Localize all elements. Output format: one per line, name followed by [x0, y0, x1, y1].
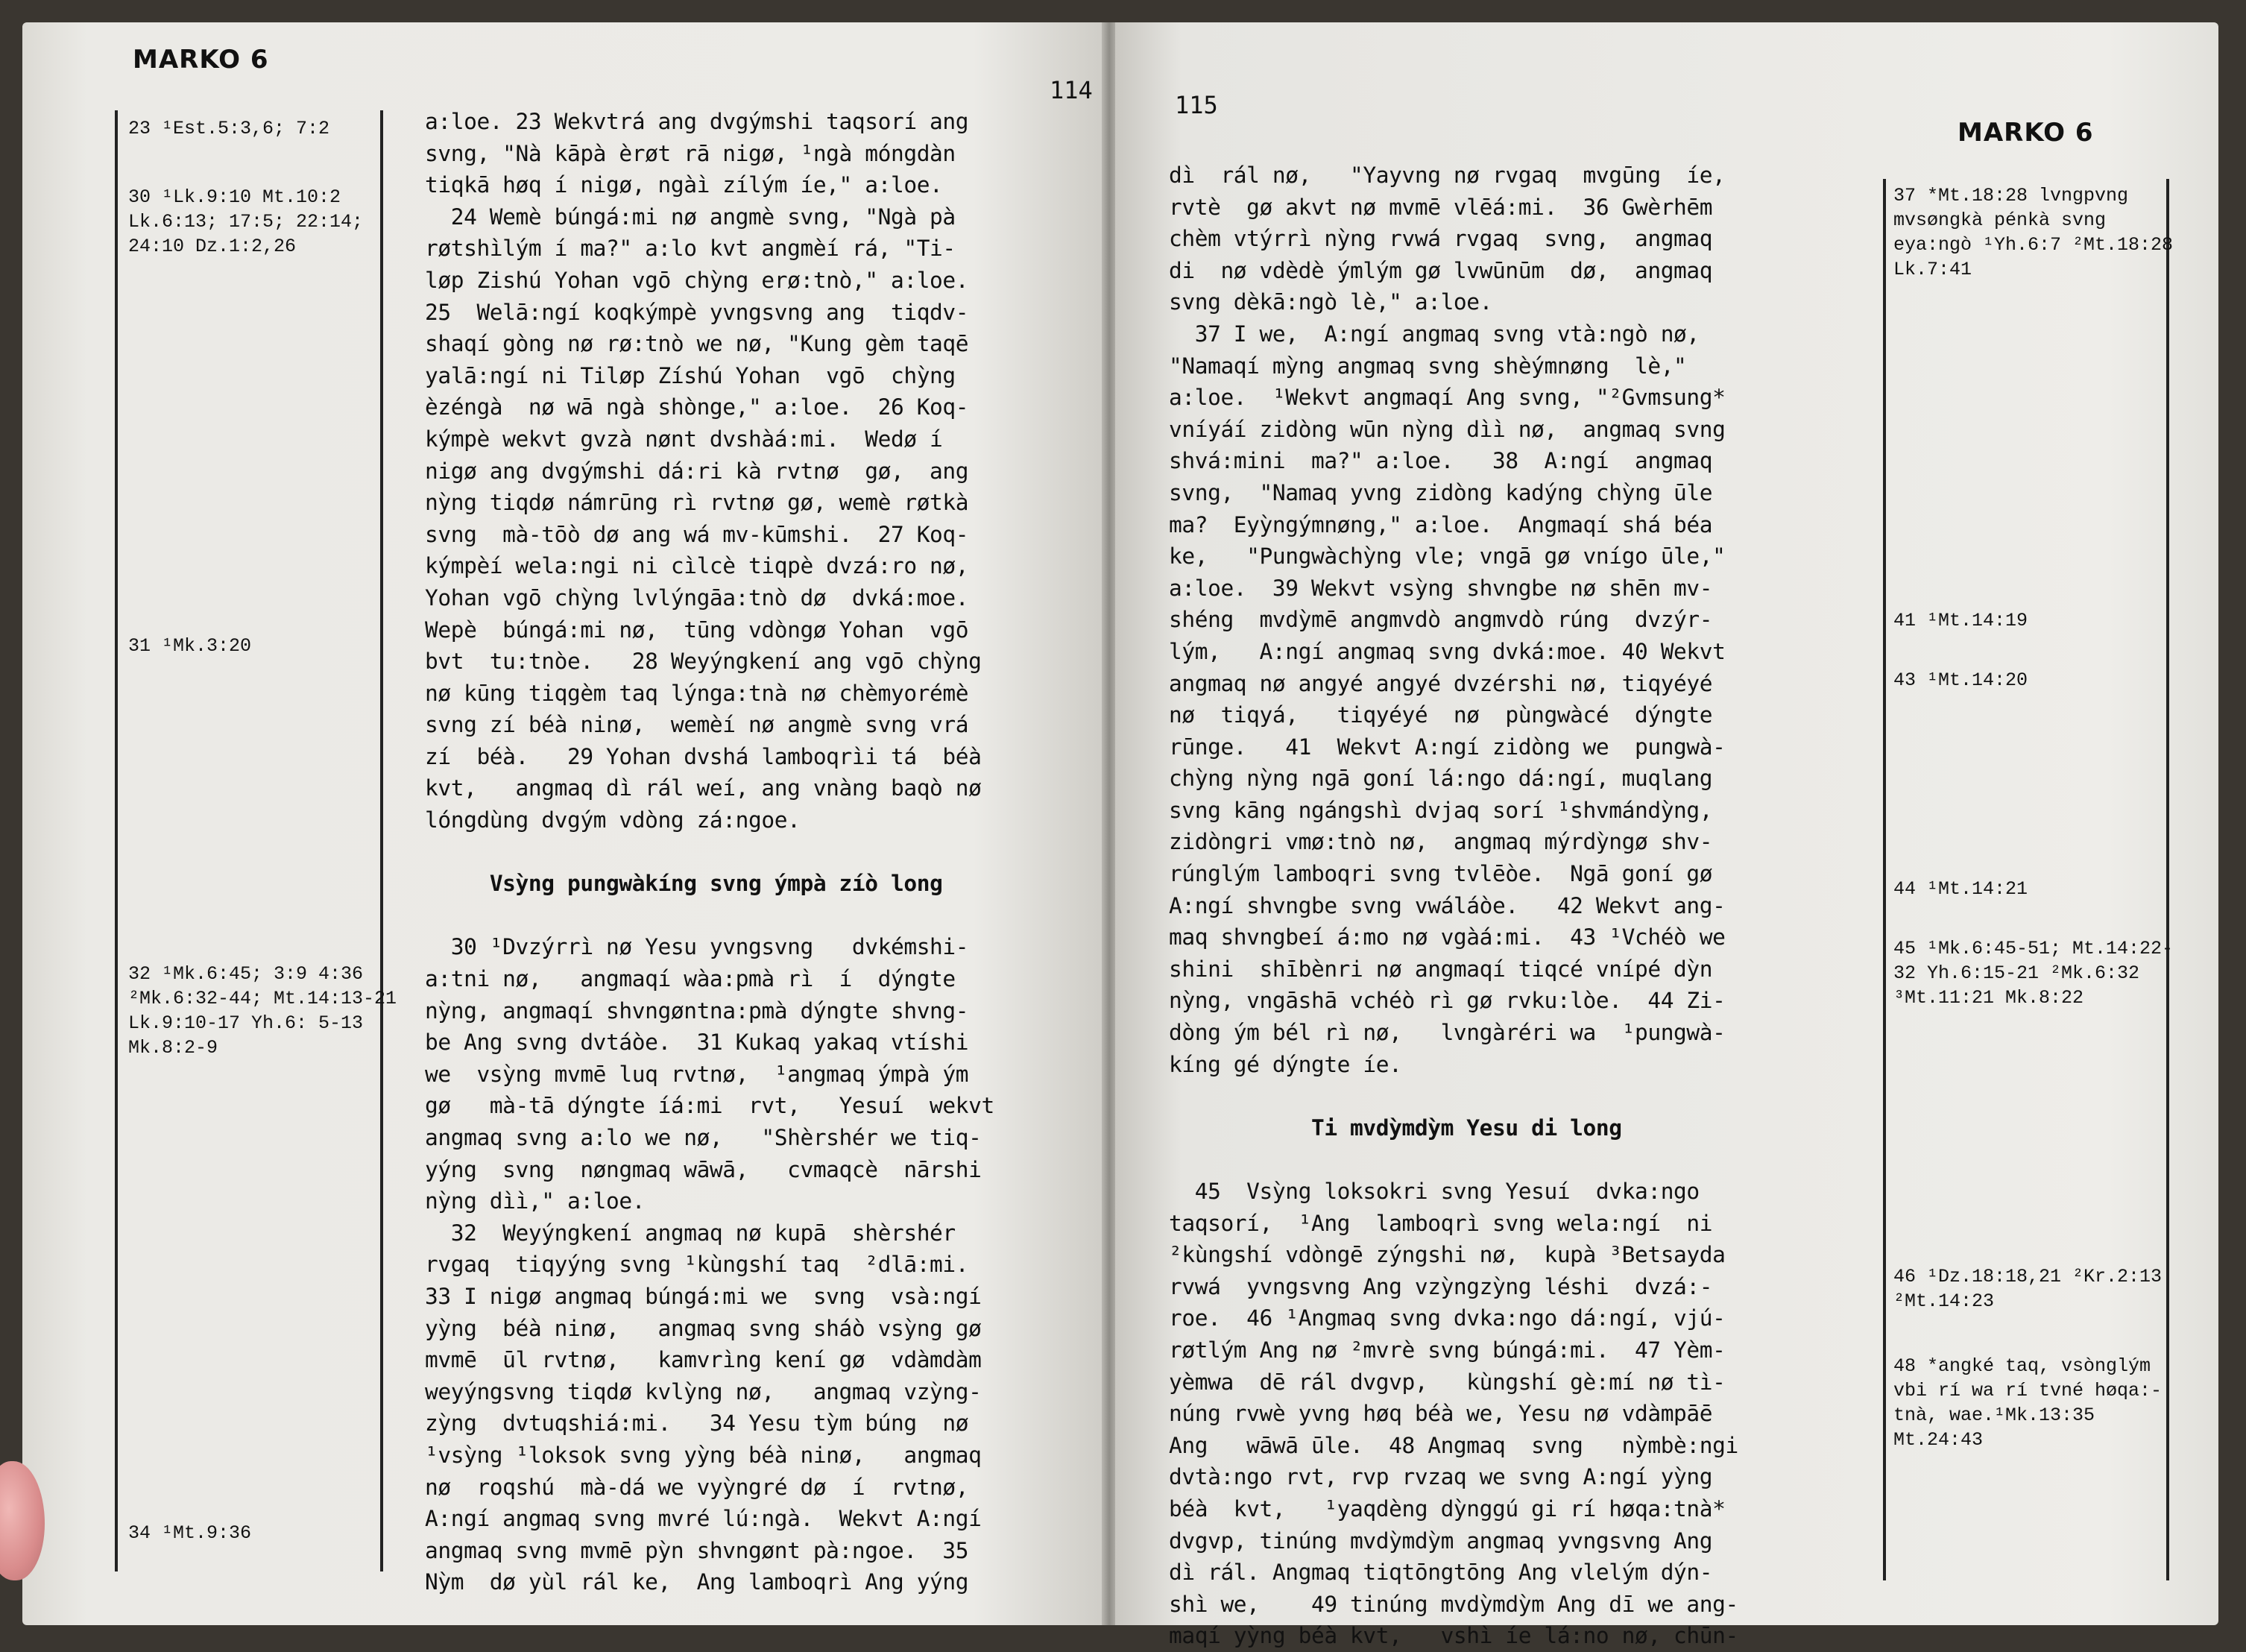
text-line: chỳng nỳng ngā goní lá:ngo dá:ngí, muqlang — [1169, 766, 1713, 792]
section-heading: Ti mvdỳmdỳm Yesu di long — [1310, 1115, 1622, 1141]
text-line: ²kùngshí vdòngē zýngshi nø, kupà ³Betsayda — [1169, 1242, 1726, 1268]
text-line — [425, 900, 994, 932]
body-text-column — [1169, 160, 1738, 1652]
text-line: kýmpèí wela:ngi ni cìlcè tiqpè dvzá:ro nø, — [425, 553, 969, 579]
page-number: 114 — [1050, 76, 1093, 104]
text-line: dì rál. Angmaq tiqtōngtōng Ang vlelým dýn- — [1169, 1560, 1713, 1586]
text-line: shéng mvdỳmē angmvdò angmvdò rúng dvzýr- — [1169, 607, 1713, 633]
text-line: Yohan vgō chỳng lvlýngāa:tnò dø dvká:moe. — [425, 584, 969, 611]
text-line: svng zí béà ninø, wemèí nø angmè svng vrá — [425, 712, 969, 738]
text-line: svng, "Nà kāpà èrøt rā nigø, ¹ngà móngdàn — [425, 140, 956, 166]
text-line: be Ang svng dvtáòe. 31 Kukaq yakaq vtíshi — [425, 1030, 969, 1056]
text-line: 37 I we, A:ngí angmaq svng vtà:ngò nø, — [1169, 321, 1700, 347]
notes-left-rule — [1883, 179, 1886, 1580]
text-line: røtlým Ang nø ²mvrè svng búngá:mi. 47 Yèm- — [1169, 1337, 1726, 1363]
text-line: 33 I nigø angmaq búngá:mi we svng vsà:ngí — [425, 1283, 982, 1309]
text-line: a:loe. 23 Wekvtrá ang dvgýmshi taqsorí ang — [425, 109, 969, 134]
text-line: a:tni nø, angmaqí wàa:pmà rì í dýngte — [425, 966, 956, 992]
text-line: èzéngà nø wā ngà shònge," a:loe. 26 Koq- — [425, 394, 969, 420]
left-page — [22, 22, 1103, 1625]
text-line: røtshìlým í ma?" a:lo kvt angmèí rá, "Ti- — [425, 236, 956, 262]
cross-reference-note: 41 ¹Mt.14:19 — [1893, 610, 2028, 631]
text-line: ¹vsỳng ¹loksok svng yỳng béà ninø, angmaq — [425, 1442, 982, 1468]
text-line: rvtè gø akvt nø mvmē vlēá:mi. 36 Gwèrhēm — [1169, 194, 1713, 220]
text-line: Nỳm dø yùl rál ke, Ang lamboqrì Ang yýng — [425, 1569, 969, 1595]
text-line: ma? Eyỳngýmnøng," a:loe. Angmaqí shá béa — [1169, 511, 1713, 537]
text-line: "Namaqí mỳng angmaq svng shèýmnøng lè," — [1169, 353, 1687, 379]
text-line: 30 ¹Dvzýrrì nø Yesu yvngsvng dvkémshi- — [425, 934, 969, 960]
text-line: angmaq svng a:lo we nø, "Shèrshér we tiq- — [425, 1125, 982, 1150]
text-line: nø roqshú mà-dá we vyỳngré dø í rvtnø, — [425, 1474, 969, 1500]
text-line: nỳng, angmaqí shvngøntna:pmà dýngte shvng- — [425, 997, 969, 1024]
cross-reference-note: 44 ¹Mt.14:21 — [1893, 878, 2028, 900]
running-head: MARKO 6 — [1958, 118, 2094, 148]
text-line: yýng svng nøngmaq wāwā, cvmaqcè nārshi — [425, 1156, 982, 1182]
text-line: angmaq nø angyé angyé dvzérshi nø, tiqyéyé — [1169, 670, 1713, 696]
text-line: shaqí gòng nø rø:tnò we nø, "Kung gèm taqē — [425, 331, 969, 357]
text-line: svng kāng ngángshì dvjaq sorí ¹shvmándỳng, — [1169, 797, 1713, 823]
text-line: nỳng dìì," a:loe. — [425, 1188, 646, 1214]
text-line: shì we, 49 tinúng mvdỳmdỳm Ang dī we ang- — [1169, 1591, 1738, 1617]
text-line: 24 Wemè búngá:mi nø angmè svng, "Ngà pà — [425, 204, 956, 230]
text-line: lóngdùng dvgým vdòng zá:ngoe. — [425, 807, 801, 833]
notes-left-rule — [115, 110, 118, 1571]
text-line: zỳng dvtuqshiá:mi. 34 Yesu tỳm búng nø — [425, 1410, 969, 1437]
text-line — [1169, 1144, 1738, 1176]
text-line: zí béà. 29 Yohan dvshá lamboqrìi tá béà — [425, 743, 982, 769]
page-number: 115 — [1175, 91, 1218, 119]
text-line: nigø ang dvgýmshi dá:ri kà rvtnø gø, ang — [425, 458, 969, 484]
text-line: rūnge. 41 Wekvt A:ngí zidòng we pungwà- — [1169, 734, 1726, 760]
notes-right-rule — [2166, 179, 2169, 1580]
text-line: di nø vdèdè ýmlým gø lvwūnūm dø, angmaq — [1169, 257, 1713, 283]
notes-right-rule — [380, 110, 383, 1571]
text-line: svng, "Namaq yvng zidòng kadýng chỳng ūle — [1169, 479, 1713, 505]
text-line: dvgvp, tinúng mvdỳmdỳm angmaq yvngsvng Ang — [1169, 1528, 1713, 1554]
text-line — [425, 868, 994, 900]
text-line: 32 Weyýngkení angmaq nø kupā shèrshér — [425, 1220, 956, 1246]
cross-reference-note: 48 *angké taq, vsònglým vbi rí wa rí tvné høqa:- tnà, wae.¹Mk.13:35 Mt.24:43 — [1893, 1355, 2163, 1451]
text-line: núng rvwè yvng høq béà we, Yesu nø vdàmpāē — [1169, 1401, 1713, 1427]
text-line: kvt, angmaq dì rál weí, ang vnàng baqò nø — [425, 775, 982, 801]
text-line: tiqkā høq í nigø, ngàì zílým íe," a:loe. — [425, 172, 943, 198]
text-line: Wepè búngá:mi nø, tūng vdòngø Yohan vgō — [425, 617, 969, 643]
text-line: shini shībènri nø angmaqí tiqcé vnípé dỳn — [1169, 956, 1713, 982]
cross-reference-note: 32 ¹Mk.6:45; 3:9 4:36 ²Mk.6:32-44; Mt.14:13-21 Lk.9:10-17 Yh.6: 5-13 Mk.8:2-9 — [128, 963, 397, 1059]
text-line — [1169, 1112, 1738, 1144]
text-line — [425, 836, 994, 868]
text-line: ke, "Pungwàchỳng vle; vngā gø vnígo ūle," — [1169, 543, 1726, 570]
text-line: shvá:mini ma?" a:loe. 38 A:ngí angmaq — [1169, 448, 1713, 474]
book-gutter — [1102, 22, 1117, 1625]
cross-reference-note: 46 ¹Dz.18:18,21 ²Kr.2:13 ²Mt.14:23 — [1893, 1266, 2163, 1312]
text-line: A:ngí angmaq svng mvré lú:ngà. Wekvt A:ngí — [425, 1506, 982, 1532]
text-line: roe. 46 ¹Angmaq svng dvka:ngo dá:ngí, vjú- — [1169, 1305, 1726, 1331]
text-line: vníyáí zidòng wūn nỳng dìì nø, angmaq svng — [1169, 416, 1726, 442]
text-line: gø mà-tā dýngte íá:mi rvt, Yesuí wekvt — [425, 1093, 994, 1119]
text-line: béà kvt, ¹yaqdèng dỳnggú gi rí høqa:tnà* — [1169, 1495, 1726, 1522]
body-text-column — [425, 106, 994, 1598]
text-line: rvgaq tiqyýng svng ¹kùngshí taq ²dlā:mi. — [425, 1252, 969, 1278]
cross-reference-note: 30 ¹Lk.9:10 Mt.10:2 Lk.6:13; 17:5; 22:14; 24:10 Dz.1:2,26 — [128, 186, 364, 257]
text-line: weyýngsvng tiqdø kvlỳng nø, angmaq vzỳng- — [425, 1378, 982, 1404]
cross-reference-note: 23 ¹Est.5:3,6; 7:2 — [128, 118, 330, 139]
text-line: taqsorí, ¹Ang lamboqrì svng wela:ngí ni — [1169, 1210, 1713, 1236]
text-line: dì rál nø, "Yayvng nø rvgaq mvgūng íe, — [1169, 163, 1726, 188]
cross-reference-note: 45 ¹Mk.6:45-51; Mt.14:22- 32 Yh.6:15-21 ²Mk.6:32 ³Mt.11:21 Mk.8:22 — [1893, 938, 2174, 1009]
text-line: løp Zishú Yohan vgō chỳng erø:tnò," a:loe. — [425, 267, 969, 293]
running-head: MARKO 6 — [133, 45, 269, 75]
text-line: maq shvngbeí á:mo nø vgàá:mi. 43 ¹Vchéò we — [1169, 924, 1726, 950]
text-line: svng dèkā:ngò lè," a:loe. — [1169, 289, 1493, 315]
text-line: lým, A:ngí angmaq svng dvká:moe. 40 Wekvt — [1169, 638, 1726, 664]
section-heading: Vsỳng pungwàkíng svng ýmpà zíò long — [489, 871, 943, 897]
text-line: yỳng béà ninø, angmaq svng sháò vsỳng gø — [425, 1315, 982, 1341]
text-line: zidòngri vmø:tnò nø, angmaq mýrdỳngø shv- — [1169, 829, 1713, 855]
text-line: dvtà:ngo rvt, rvp rvzaq we svng A:ngí yỳng — [1169, 1464, 1713, 1490]
cross-reference-note: 31 ¹Mk.3:20 — [128, 635, 252, 657]
cross-reference-note: 34 ¹Mt.9:36 — [128, 1522, 252, 1544]
text-line: maqí yỳng béà kvt, vshì íe lá:no nø, chūn- — [1169, 1623, 1738, 1649]
text-line: mvmē ūl rvtnø, kamvrìng kení gø vdàmdàm — [425, 1347, 982, 1373]
text-line: svng mà-tōò dø ang wá mv-kūmshi. 27 Koq- — [425, 521, 969, 547]
text-line: nø tiqyá, tiqyéyé nø pùngwàcé dýngte — [1169, 702, 1713, 728]
text-line: a:loe. 39 Wekvt vsỳng shvngbe nø shēn mv- — [1169, 575, 1713, 601]
text-line: angmaq svng mvmē pỳn shvngønt pà:ngoe. 35 — [425, 1537, 969, 1563]
text-line: chèm vtýrrì nỳng rvwá rvgaq svng, angmaq — [1169, 226, 1713, 252]
text-line: yèmwa dē rál dvgvp, kùngshí gè:mí nø tì- — [1169, 1369, 1726, 1395]
text-line: kíng gé dýngte íe. — [1169, 1051, 1402, 1077]
text-line: bvt tu:tnòe. 28 Weyýngkení ang vgō chỳng — [425, 649, 982, 675]
text-line: kýmpè wekvt gvzà nønt dvshàá:mi. Wedø í — [425, 426, 943, 452]
text-line: 45 Vsỳng loksokri svng Yesuí dvka:ngo — [1169, 1179, 1700, 1204]
text-line: nø kūng tiqgèm taq lýnga:tnà nø chèmyorémè — [425, 680, 969, 706]
text-line: nỳng tiqdø námrūng rì rvtnø gø, wemè røtkà — [425, 490, 969, 516]
text-line: A:ngí shvngbe svng vwáláòe. 42 Wekvt ang- — [1169, 892, 1726, 918]
text-line: nỳng, vngāshā vchéò rì gø rvku:lòe. 44 Zi- — [1169, 988, 1726, 1014]
right-page — [1115, 22, 2218, 1649]
text-line: dòng ým bél rì nø, lvngàréri wa ¹pungwà- — [1169, 1020, 1726, 1046]
text-line: we vsỳng mvmē luq rvtnø, ¹angmaq ýmpà ým — [425, 1061, 969, 1087]
text-line: rvwá yvngsvng Ang vzỳngzỳng léshi dvzá:- — [1169, 1273, 1713, 1299]
text-line — [1169, 1080, 1738, 1112]
text-line: rúnglým lamboqri svng tvlēòe. Ngā goní gø — [1169, 861, 1713, 887]
text-line: 25 Welā:ngí koqkýmpè yvngsvng ang tiqdv- — [425, 299, 969, 325]
text-line: a:loe. ¹Wekvt angmaqí Ang svng, "²Gvmsung* — [1169, 385, 1726, 411]
text-line: Ang wāwā ūle. 48 Angmaq svng nỳmbè:ngi — [1169, 1432, 1738, 1458]
cross-reference-note: 37 *Mt.18:28 lvngpvng mvsøngkà pénkà svng eya:ngò ¹Yh.6:7 ²Mt.18:28 Lk.7:41 — [1893, 185, 2174, 280]
text-line: yalā:ngí ni Tiløp Zíshú Yohan vgō chỳng — [425, 362, 956, 388]
cross-reference-note: 43 ¹Mt.14:20 — [1893, 669, 2028, 691]
